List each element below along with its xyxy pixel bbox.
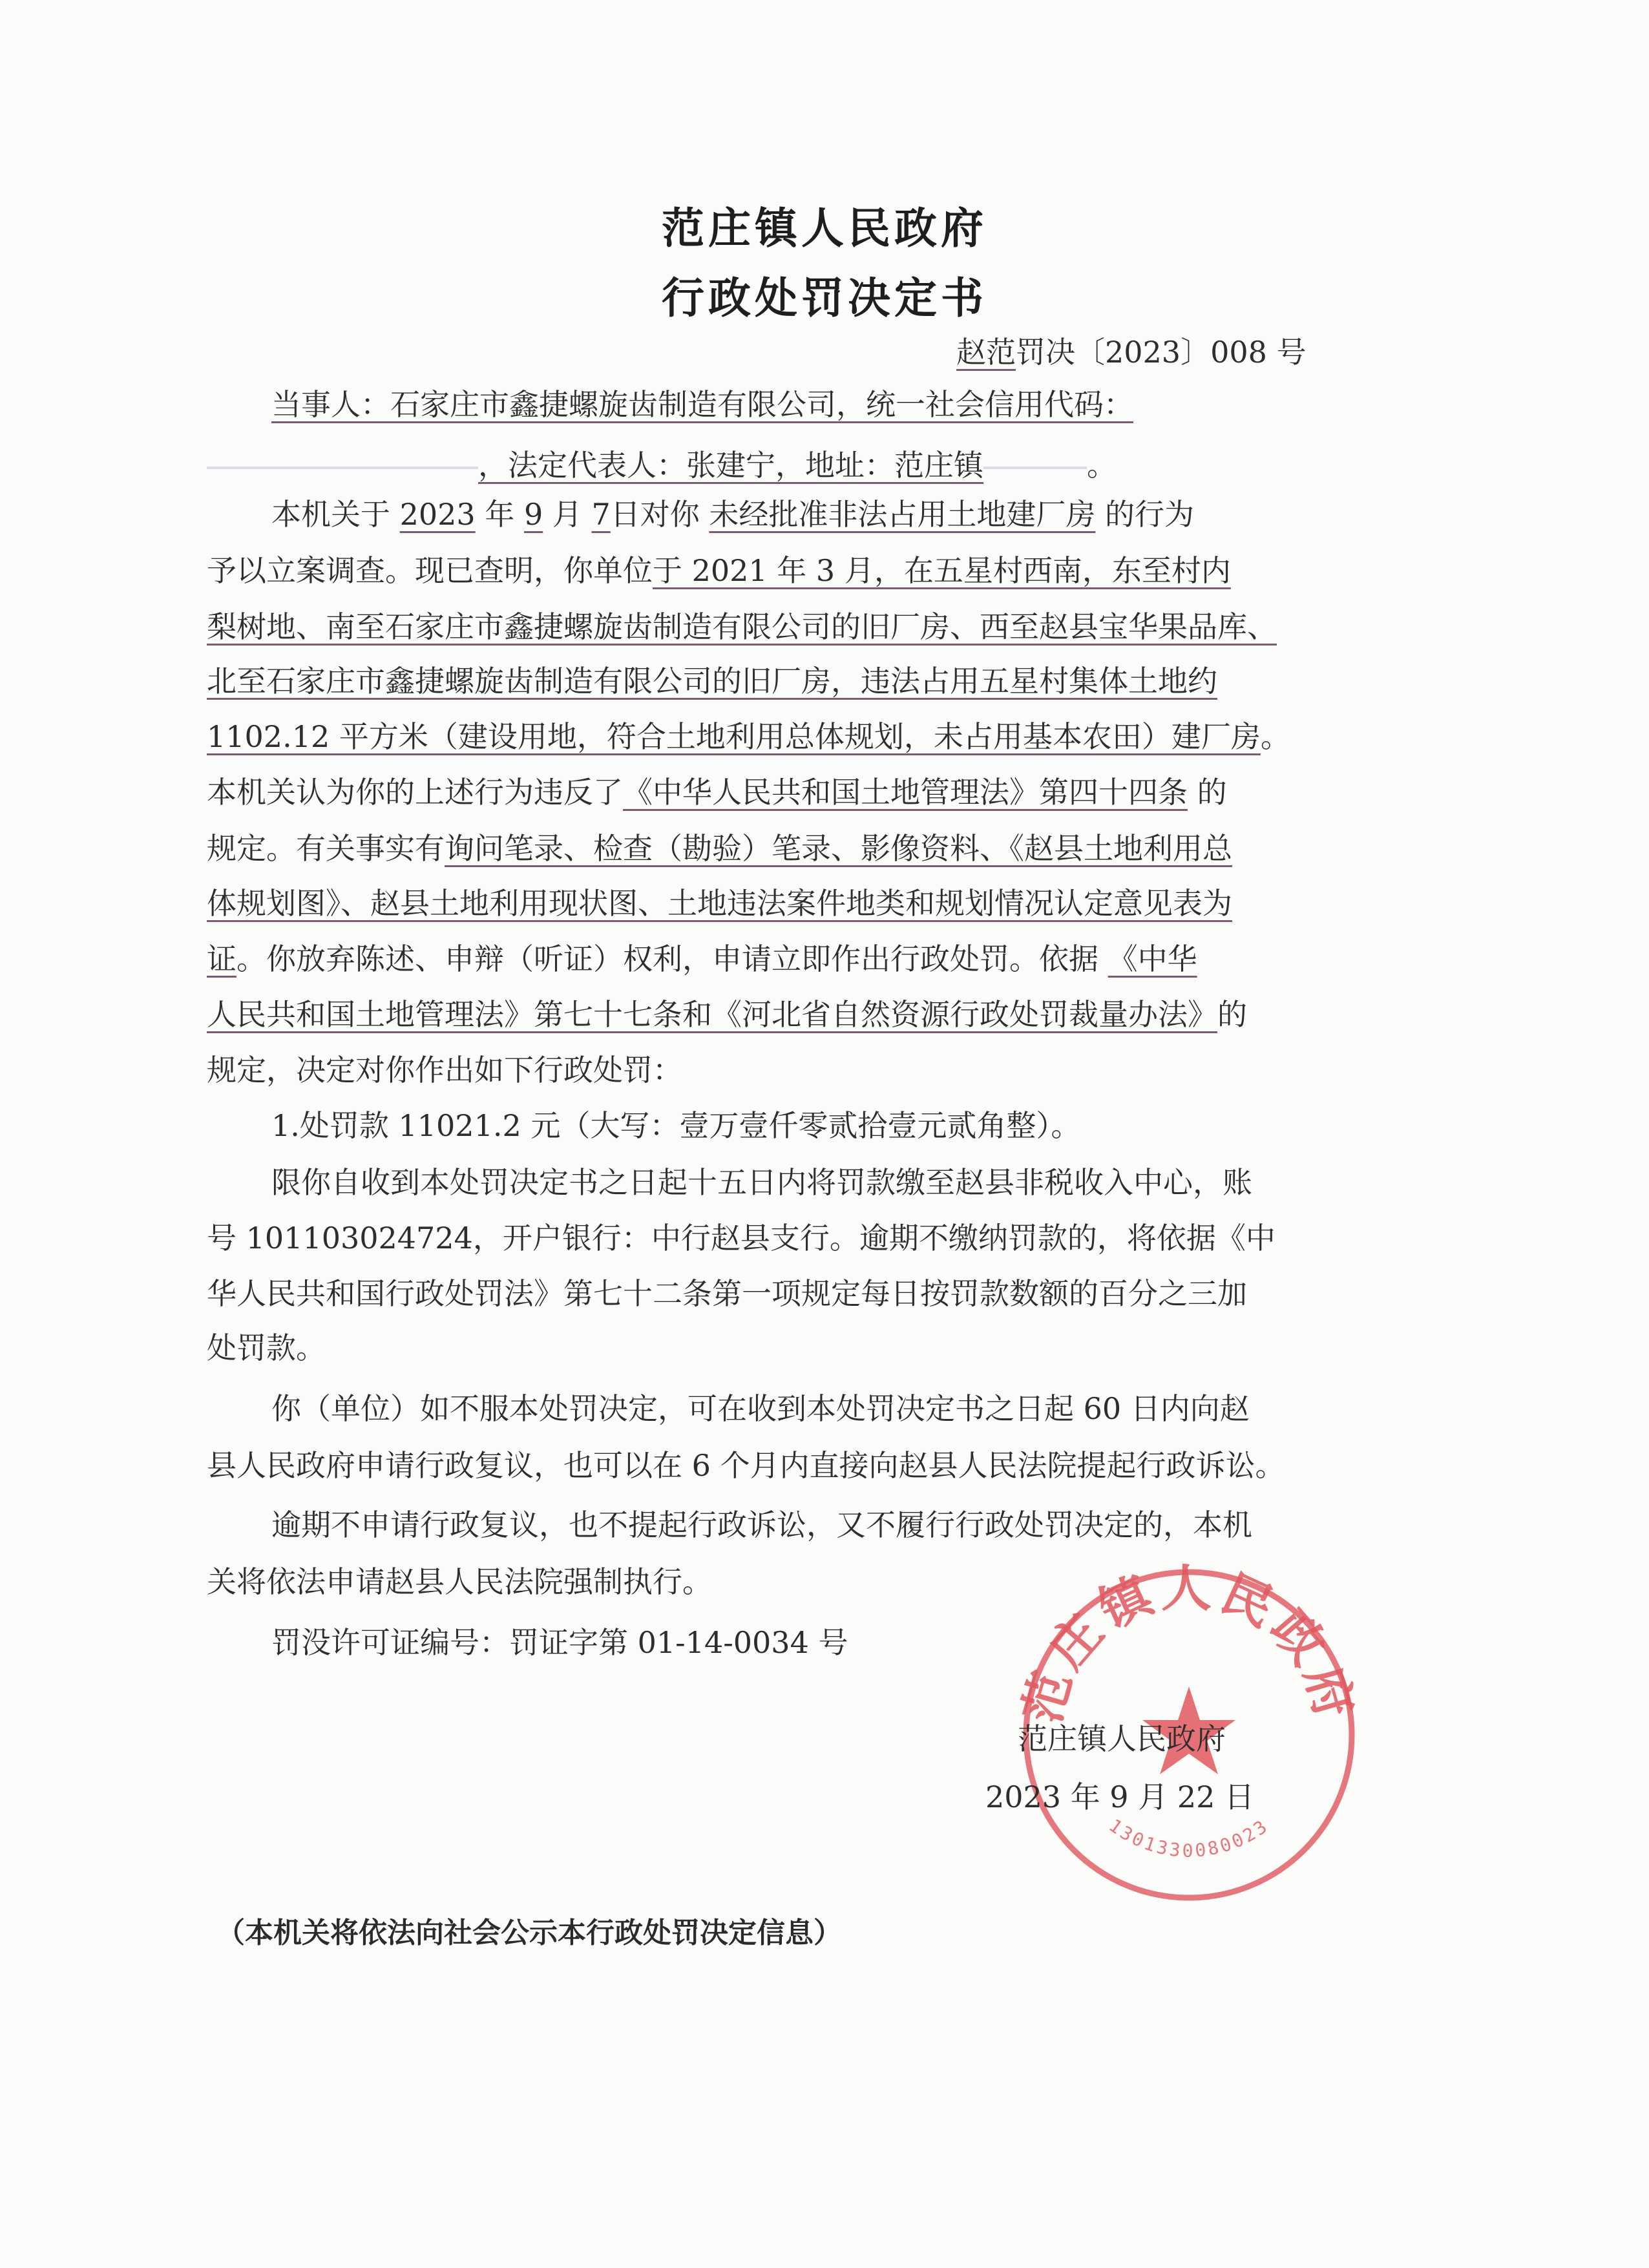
body-line-8: 本机关认为你的上述行为违反了《中华人民共和国土地管理法》第四十四条 的 (207, 775, 1227, 810)
body-line-13: 规定，决定对你作出如下行政处罚： (207, 1053, 682, 1087)
body-line-21: 逾期不申请行政复议，也不提起行政诉讼，又不履行行政处罚决定的，本机 (271, 1507, 1252, 1542)
body-line-17: 华人民共和国行政处罚法》第七十二条第一项规定每日按罚款数额的百分之三加 (207, 1276, 1247, 1311)
body-line-3: 本机关于 2023 年 9 月 7日对你 未经批准非法占用土地建厂房 的行为 (271, 497, 1195, 532)
party-line-end: 。 (1087, 448, 1117, 483)
party-text: 当事人：石家庄市鑫捷螺旋齿制造有限公司，统一社会信用代码： (271, 387, 1133, 422)
body-line-22: 关将依法申请赵县人民法院强制执行。 (207, 1564, 712, 1599)
license-number: 罚没许可证编号：罚证字第 01-14-0034 号 (271, 1625, 848, 1660)
title-line-1: 范庄镇人民政府 (662, 204, 987, 253)
redacted-credit-code (207, 467, 478, 469)
body-line-18: 处罚款。 (207, 1330, 326, 1365)
party-line-2 (207, 446, 1117, 485)
body-line-11: 证。你放弃陈述、申辩（听证）权利，申请立即作出行政处罚。依据 《中华 (207, 941, 1197, 976)
document-number (956, 333, 1307, 372)
payment-account: 号 101103024724，开户银行：中行赵县支行。逾期不缴纳罚款的，将依据《中 (207, 1221, 1276, 1255)
signature-org: 范庄镇人民政府 (1018, 1721, 1226, 1756)
findings-location: 于 2021 年 3 月，在五星村西南，东至村内 (653, 553, 1231, 588)
evidence-list: 询问笔录、检查（勘验）笔录、影像资料、《赵县土地利用总 (445, 831, 1232, 866)
case-day: 7 (591, 497, 611, 532)
violation-act: 未经批准非法占用土地建厂房 (709, 497, 1096, 532)
public-notice-footer: （本机关将依法向社会公示本行政处罚决定信息） (216, 1916, 842, 1949)
case-year: 2023 (399, 497, 476, 532)
violated-law: 《中华人民共和国土地管理法》第四十四条 (623, 775, 1188, 810)
redacted-address (983, 467, 1087, 469)
case-month: 9 (523, 497, 543, 532)
seal-text: 范庄镇人民政府 (1013, 1560, 1365, 1730)
legal-rep-address: ，法定代表人：张建宁，地址：范庄镇 (478, 448, 983, 483)
doc-no-prefix: 赵范 (956, 335, 1016, 370)
body-line-20: 县人民政府申请行政复议，也可以在 6 个月内直接向赵县人民法院提起行政诉讼。 (207, 1448, 1285, 1483)
signature-date: 2023 年 9 月 22 日 (985, 1780, 1254, 1814)
body-line-10: 体规划图》、赵县土地利用现状图、土地违法案件地类和规划情况认定意见表为 (207, 886, 1232, 921)
body-line-5: 梨树地、南至石家庄市鑫捷螺旋齿制造有限公司的旧厂房、西至赵县宝华果品库、 (207, 609, 1277, 644)
body-line-4: 予以立案调查。现已查明，你单位于 2021 年 3 月，在五星村西南，东至村内 (207, 553, 1231, 588)
body-line-19: 你（单位）如不服本处罚决定，可在收到本处罚决定书之日起 60 日内向赵 (271, 1391, 1250, 1426)
body-line-15: 限你自收到本处罚决定书之日起十五日内将罚款缴至赵县非税收入中心，账 (271, 1165, 1252, 1200)
doc-no-rest: 罚决〔2023〕008 号 (1016, 335, 1307, 370)
body-line-12: 人民共和国土地管理法》第七十七条和《河北省自然资源行政处罚裁量办法》的 (207, 997, 1247, 1032)
body-line-9: 规定。有关事实有询问笔录、检查（勘验）笔录、影像资料、《赵县土地利用总 (207, 831, 1232, 866)
basis-law: 《中华 (1108, 941, 1197, 976)
body-line-6: 北至石家庄市鑫捷螺旋齿制造有限公司的旧厂房，违法占用五星村集体土地约 (207, 664, 1217, 698)
party-line (271, 385, 1133, 424)
penalty-amount: 1.处罚款 11021.2 元（大写：壹万壹仟零贰拾壹元贰角整）。 (271, 1108, 1081, 1143)
title-line-2: 行政处罚决定书 (662, 273, 987, 323)
seal-code: 1301330080023 (1105, 1814, 1273, 1862)
body-line-7: 1102.12 平方米（建设用地，符合土地利用总体规划，未占用基本农田）建厂房。 (207, 719, 1290, 754)
